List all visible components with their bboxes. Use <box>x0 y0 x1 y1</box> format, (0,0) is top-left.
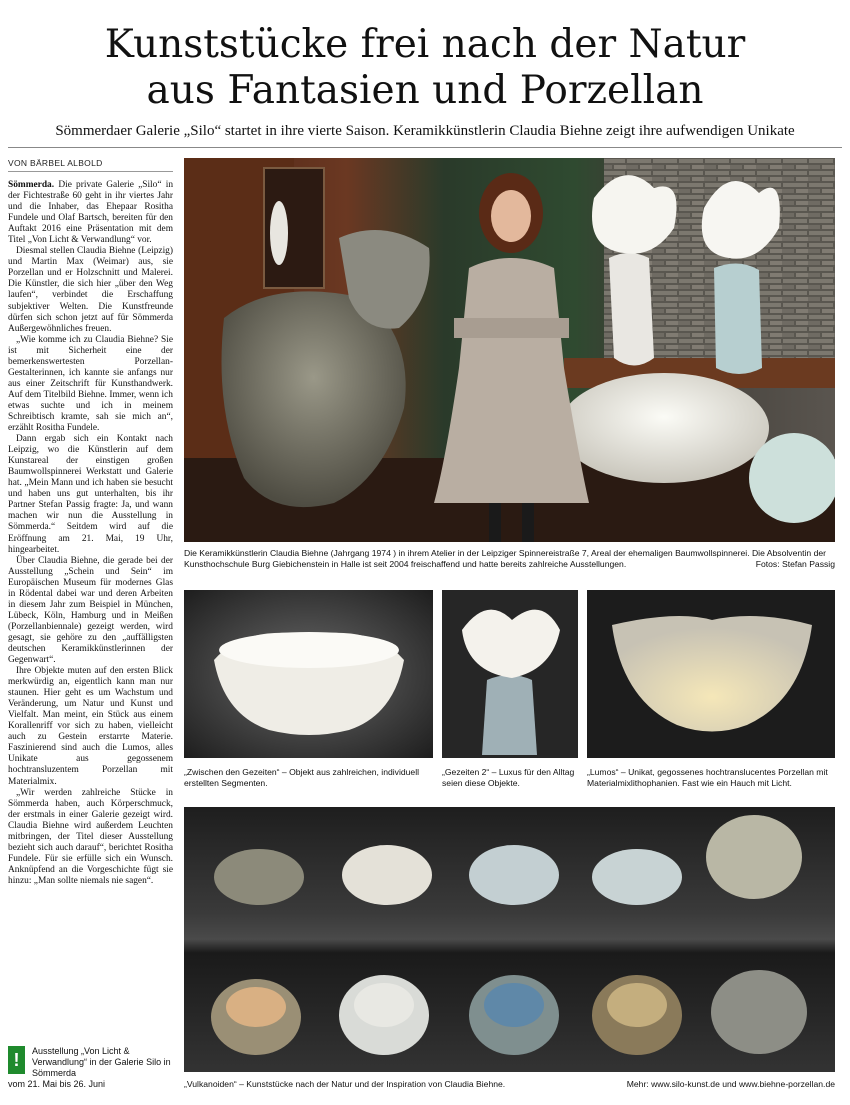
photo-credit: Fotos: Stefan Passig <box>755 559 835 569</box>
main-caption: Die Keramikkünstlerin Claudia Biehne (Jahrgang 1974 ) in ihrem Atelier in der Leipziger Spinnereistraße 7, Areal der ehemaligen Baumwollspinnerei. Die Absolventin der Kunsthochschule Burg Giebichenstein in Halle ist seit 2004 freischaffend und hatte bereits zahlreiche Ausstellungen. Fotos: Stefan Passig <box>184 548 835 569</box>
more-links: Mehr: www.silo-kunst.de und www.biehne-porzellan.de <box>626 1079 835 1089</box>
paragraph-5: Über Claudia Biehne, die gerade bei der Ausstellung „Schein und Sein“ im Europäischen Museum für modernes Glas in Rödental dabei war und deren Arbeiten in diesem Jahr zum Beispiel in München, Lübeck, Köln, Hamburg und in Meißen (Porzellanbiennale) gezeigt werden, wird gesagt, sie gehöre zu den „auffälligsten deutschen Keramikkünstlerinnen der Gegenwart“. <box>8 555 173 666</box>
info-text: Ausstellung „Von Licht & Verwandlung“ in der Galerie Silo in Sömmerda <box>32 1046 171 1078</box>
coral-bowl-illustration <box>184 590 433 758</box>
headline-line-2: aus Fantasien und Porzellan <box>146 68 704 113</box>
paragraph-4: Dann ergab sich ein Kontakt nach Leipzig, wo die Künstlerin auf dem Kunstareal der einstigen großen Baumwollspinnerei Werkstatt und Galerie hat. „Mein Mann und ich haben sie besucht und haben uns gut unterhalten, bis ihr Partner Stefan Passig fragte: Ja, und wann machen wir nun die Ausstellung in Sömmerda.“ Seitdem wird auf die Eröffnung am 21. Mai, 19 Uhr, hingearbeitet. <box>8 434 173 555</box>
main-photo <box>184 158 835 542</box>
photo-lumos <box>587 590 835 758</box>
subheadline: Sömmerdaer Galerie „Silo“ startet in ihre vierte Saison. Keramikkünstlerin Claudia Biehne zeigt ihre aufwendigen Unikate <box>55 123 795 139</box>
caption-zwischen-den-gezeiten: „Zwischen den Gezeiten“ – Objekt aus zahlreichen, individuell erstellten Segmenten. <box>184 767 420 788</box>
headline-line-1: Kunststücke frei nach der Natur <box>104 22 746 67</box>
photo-gezeiten-2 <box>442 590 578 758</box>
paragraph-2: Diesmal stellen Claudia Biehne (Leipzig) und Martin Max (Weimar) aus, sie Porzellan und er Holzschnitt und Malerei. Die Künstler, die sich hier „über den Weg laufen“, verbindet die Erschaffung subjektiver Welten. Die Kunstfreunde dürfen sich schon jetzt auf für Sömmerda Außergewöhnliches freuen. <box>8 246 173 334</box>
photo-zwischen-den-gezeiten <box>184 590 433 758</box>
main-photo-illustration <box>184 158 835 542</box>
caption-lumos: „Lumos“ – Unikat, gegossenes hochtranslucentes Porzellan mit Materialmixlithophanien. Fast wie ein Hauch mit Licht. <box>587 767 828 788</box>
byline: VON BÄRBEL ALBOLD <box>8 158 173 172</box>
vase-illustration <box>442 590 578 758</box>
info-box <box>8 1046 173 1092</box>
vulkanoiden-bowls-illustration <box>184 807 835 1072</box>
caption-gezeiten-2: „Gezeiten 2“ – Luxus für den Alltag seien diese Objekte. <box>442 767 575 788</box>
header-rule <box>8 147 842 148</box>
exclamation-icon: ! <box>8 1046 25 1074</box>
info-dates: vom 21. Mai bis 26. Juni <box>8 1079 106 1089</box>
dateline: Sömmerda. <box>8 180 55 190</box>
lumos-bowl-illustration <box>587 590 835 758</box>
headline <box>0 22 850 114</box>
paragraph-7: „Wir werden zahlreiche Stücke in Sömmerda haben, auch Körperschmuck, der erstmals in einer Galerie gezeigt wird. Claudia Biehne wird außerdem Leuchten mitbringen, der Titel dieser Ausstellung bezieht sich auch darauf“, berichtet Rositha Fundele. Für sie erfülle sich ein Wunsch. Anknüpfend an die Vorgeschichte fügt sie hinzu: „Man sollte niemals nie sagen“. <box>8 787 173 886</box>
photo-vulkanoiden <box>184 807 835 1072</box>
paragraph-6: Ihre Objekte muten auf den ersten Blick merkwürdig an, eigentlich kann man nur staunen. Hier geht es um Wachstum und Veränderung, um Natur und Kunst und Vielfalt. Man meint, ein Stück aus einem Korallenriff vor sich zu haben, vielleicht auch zu Gestein erstarrte Materie. Faszinierend sind auch die Lumos, alles Unikate aus gegossenem hochtransluzentem Porzellan mit Materialmix. <box>8 666 173 787</box>
caption-vulkanoiden: „Vulkanoiden“ – Kunststücke nach der Natur und der Inspiration von Claudia Biehne. <box>184 1079 506 1089</box>
article-body <box>8 180 173 1035</box>
paragraph-1: Sömmerda. Die private Galerie „Silo“ in der Fichtestraße 60 geht in ihr viertes Jahr und die Inhaber, das Ehepaar Rositha Fundele und Olaf Bartsch, bereiten für den Auftakt 2016 eine Präsentation mit dem Titel „Von Licht & Verwandlung“ vor. <box>8 180 173 246</box>
paragraph-3: „Wie komme ich zu Claudia Biehne? Sie ist mit Sicherheit eine der bemerkenswertesten Porzellan-Gestalterinnen, ich kannte sie anfangs nur aus einer Zeitschrift für Kunsthandwerk. Auf dem Titelbild Biehne. Immer, wenn ich etwas suchte und ich in meinem Schreibtisch kramte, sah sie mich an“, erzählt Rositha Fundele. <box>8 334 173 434</box>
